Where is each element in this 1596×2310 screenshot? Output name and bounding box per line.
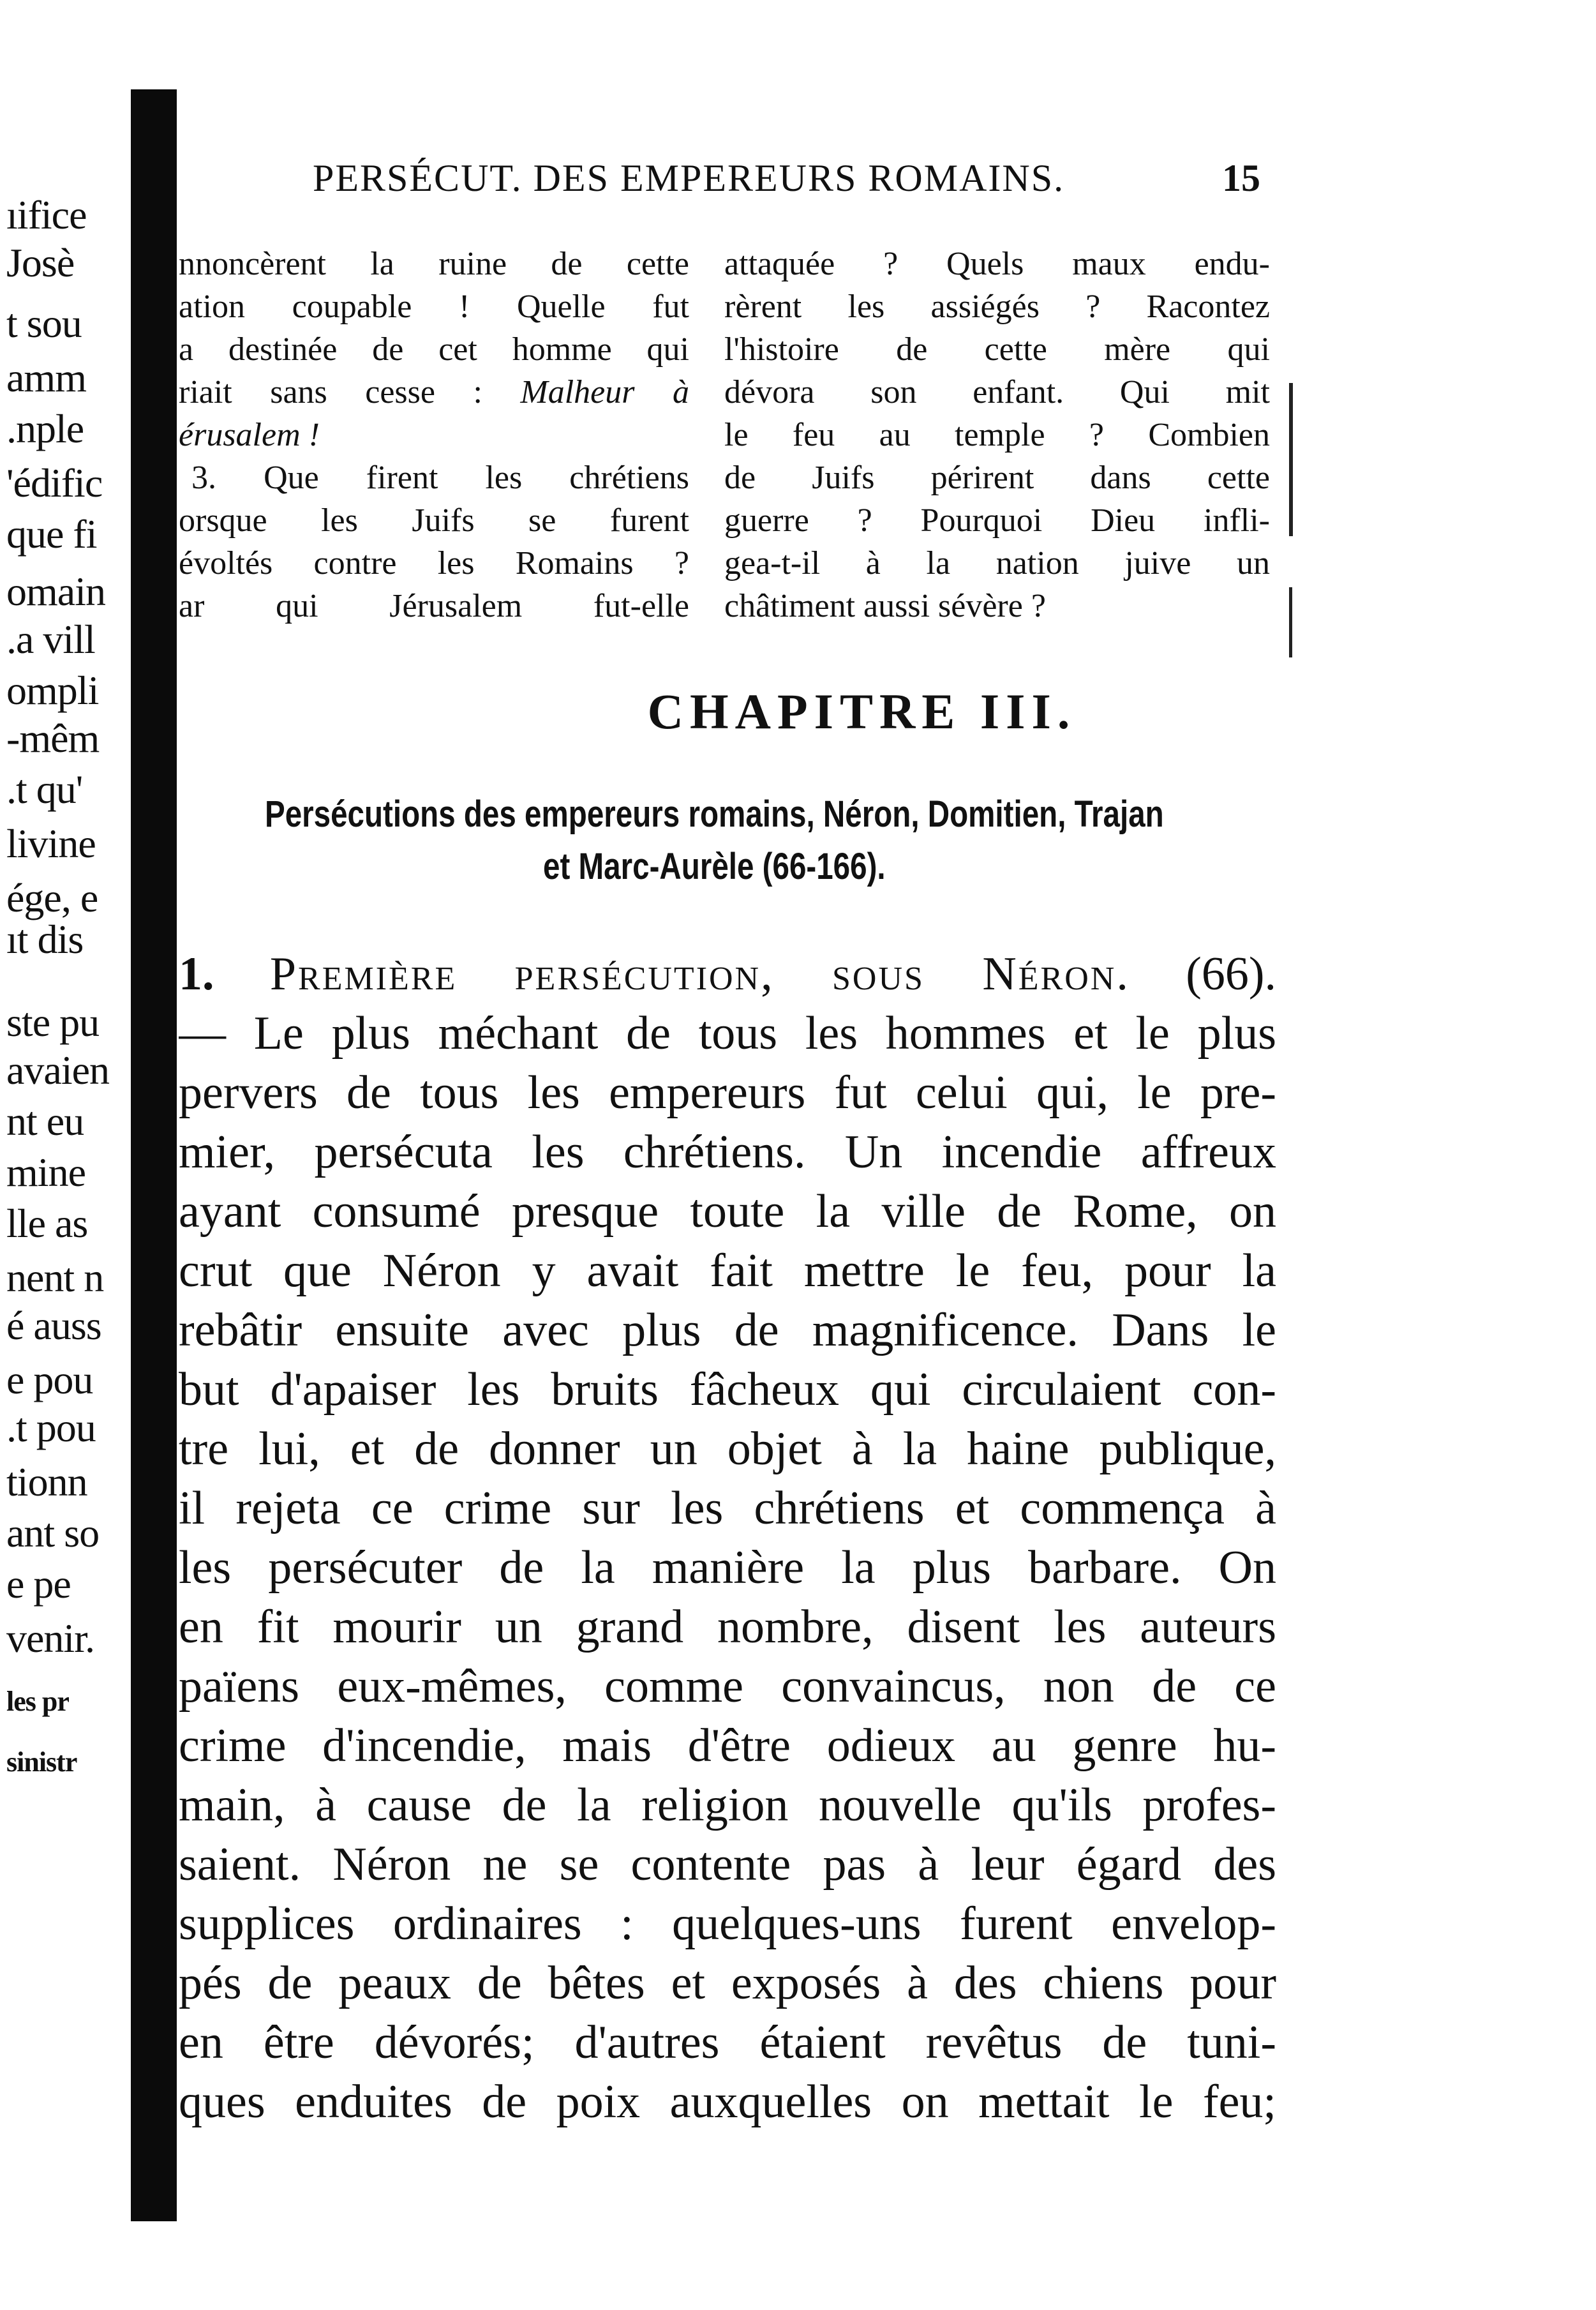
- question-line: ation coupable ! Quelle fut: [179, 289, 689, 325]
- facing-page-fragments: [0, 0, 137, 2310]
- facing-page-fragment: ıifice: [6, 192, 87, 237]
- section-heading: [179, 945, 1276, 1004]
- section-number: 1.: [179, 948, 214, 1000]
- question-emphasis: Malheur à: [520, 374, 689, 410]
- chapter-subtitle: [182, 788, 1247, 893]
- body-line: crime d'incendie, mais d'être odieux au genre hu-: [179, 1720, 1276, 1772]
- facing-page-fragment: les pr: [6, 1686, 69, 1717]
- body-line: pés de peaux de bêtes et exposés à des chiens pour: [179, 1957, 1276, 2009]
- margin-mark: [1289, 587, 1292, 657]
- facing-page-fragment: omain: [6, 569, 105, 614]
- question-line: nnoncèrent la ruine de cette: [179, 246, 689, 282]
- facing-page-fragment: sinistr: [6, 1746, 77, 1778]
- facing-page-fragment: .t pou: [6, 1405, 96, 1450]
- facing-page-fragment: ıt dis: [6, 917, 84, 962]
- questions-right-column: [724, 243, 1270, 627]
- body-line: païens eux-mêmes, comme convaincus, non de ce: [179, 1660, 1276, 1713]
- facing-page-fragment: Josè: [6, 240, 75, 285]
- facing-page-fragment: ége, e: [6, 875, 98, 920]
- body-line: tre lui, et de donner un objet à la haine publique,: [179, 1423, 1276, 1475]
- page-number: 15: [1222, 157, 1260, 199]
- body-line: saient. Néron ne se contente pas à leur égard des: [179, 1838, 1276, 1891]
- section-year: (66).: [1186, 948, 1276, 1000]
- question-line: de Juifs périrent dans cette: [724, 460, 1270, 496]
- facing-page-fragment: avaien: [6, 1047, 109, 1093]
- question-line: 3. Que firent les chrétiens: [191, 460, 689, 496]
- margin-mark: [1289, 383, 1293, 536]
- facing-page-fragment: .t qu': [6, 767, 83, 812]
- body-text: [179, 945, 1276, 2132]
- facing-page-fragment: e pe: [6, 1561, 71, 1607]
- questions-left-column: [179, 243, 689, 627]
- body-line: il rejeta ce crime sur les chrétiens et commença à: [179, 1482, 1276, 1534]
- facing-page-fragment: amm: [6, 355, 86, 400]
- running-head: PERSÉCUT. DES EMPEREURS ROMAINS.: [313, 157, 1065, 199]
- question-line: l'histoire de cette mère qui: [724, 331, 1270, 368]
- facing-page-fragment: -mêm: [6, 716, 100, 761]
- facing-page-fragment: venir.: [6, 1616, 94, 1661]
- question-line: attaquée ? Quels maux endu-: [724, 246, 1270, 282]
- body-line: supplices ordinaires : quelques-uns furent envelop-: [179, 1898, 1276, 1950]
- question-line: dévora son enfant. Qui mit: [724, 374, 1270, 410]
- body-line: mier, persécuta les chrétiens. Un incendie affreux: [179, 1126, 1276, 1178]
- facing-page-fragment: nt eu: [6, 1099, 84, 1144]
- chapter-subtitle-line: Persécutions des empereurs romains, Néron, Domitien, Trajan: [264, 793, 1164, 835]
- body-paragraph: [179, 1004, 1276, 2132]
- body-line: main, à cause de la religion nouvelle qu'ils profes-: [179, 1779, 1276, 1831]
- body-line: ques enduites de poix auxquelles on mettait le feu;: [179, 2076, 1276, 2128]
- question-line: rèrent les assiégés ? Racontez: [724, 289, 1270, 325]
- facing-page-fragment: ant so: [6, 1510, 100, 1556]
- facing-page-fragment: .nple: [6, 406, 84, 451]
- question-line: gea-t-il à la nation juive un: [724, 545, 1270, 581]
- question-line: le feu au temple ? Combien: [724, 417, 1270, 453]
- facing-page-fragment: mine: [6, 1150, 86, 1195]
- question-line: orsque les Juifs se furent: [179, 502, 689, 539]
- facing-page-fragment: é auss: [6, 1303, 101, 1348]
- facing-page-fragment: ompli: [6, 668, 99, 713]
- body-line: ayant consumé presque toute la ville de Rome, on: [179, 1185, 1276, 1238]
- facing-page-fragment: nent n: [6, 1255, 104, 1300]
- facing-page-fragment: e pou: [6, 1357, 93, 1402]
- body-line: rebâtir ensuite avec plus de magnificence. Dans le: [179, 1304, 1276, 1356]
- body-line: pervers de tous les empereurs fut celui qui, le pre-: [179, 1067, 1276, 1119]
- facing-page-fragment: tionn: [6, 1459, 87, 1504]
- facing-page-fragment: ste pu: [6, 1000, 100, 1045]
- question-line: châtiment aussi sévère ?: [724, 588, 1046, 624]
- facing-page-fragment: 'édific: [6, 460, 103, 506]
- body-line: but d'apaiser les bruits fâcheux qui circulaient con-: [179, 1363, 1276, 1416]
- facing-page-fragment: que fi: [6, 511, 97, 557]
- body-line: — Le plus méchant de tous les hommes et le plus: [179, 1007, 1276, 1060]
- question-line: [179, 371, 689, 414]
- binding-strip: [131, 89, 177, 2221]
- facing-page-fragment: .a vill: [6, 617, 95, 662]
- body-line: crut que Néron y avait fait mettre le feu, pour la: [179, 1245, 1276, 1297]
- facing-page-fragment: livine: [6, 821, 96, 866]
- chapter-subtitle-line: et Marc-Aurèle (66-166).: [543, 846, 886, 887]
- chapter-title: CHAPITRE III.: [647, 684, 1077, 739]
- facing-page-fragment: t sou: [6, 301, 82, 346]
- body-line: en fit mourir un grand nombre, disent les auteurs: [179, 1601, 1276, 1653]
- question-line: ar qui Jérusalem fut-elle: [179, 588, 689, 624]
- facing-page-fragment: lle as: [6, 1201, 88, 1246]
- question-line: évoltés contre les Romains ?: [179, 545, 689, 581]
- question-line: a destinée de cet homme qui: [179, 331, 689, 368]
- question-text: riait sans cesse :: [179, 374, 521, 410]
- body-line: les persécuter de la manière la plus barbare. On: [179, 1541, 1276, 1594]
- section-title: Première persécution, sous Néron.: [269, 948, 1130, 1000]
- question-line: guerre ? Pourquoi Dieu infli-: [724, 502, 1270, 539]
- body-line: en être dévorés; d'autres étaient revêtus de tuni-: [179, 2016, 1276, 2069]
- question-line: érusalem !: [179, 417, 320, 453]
